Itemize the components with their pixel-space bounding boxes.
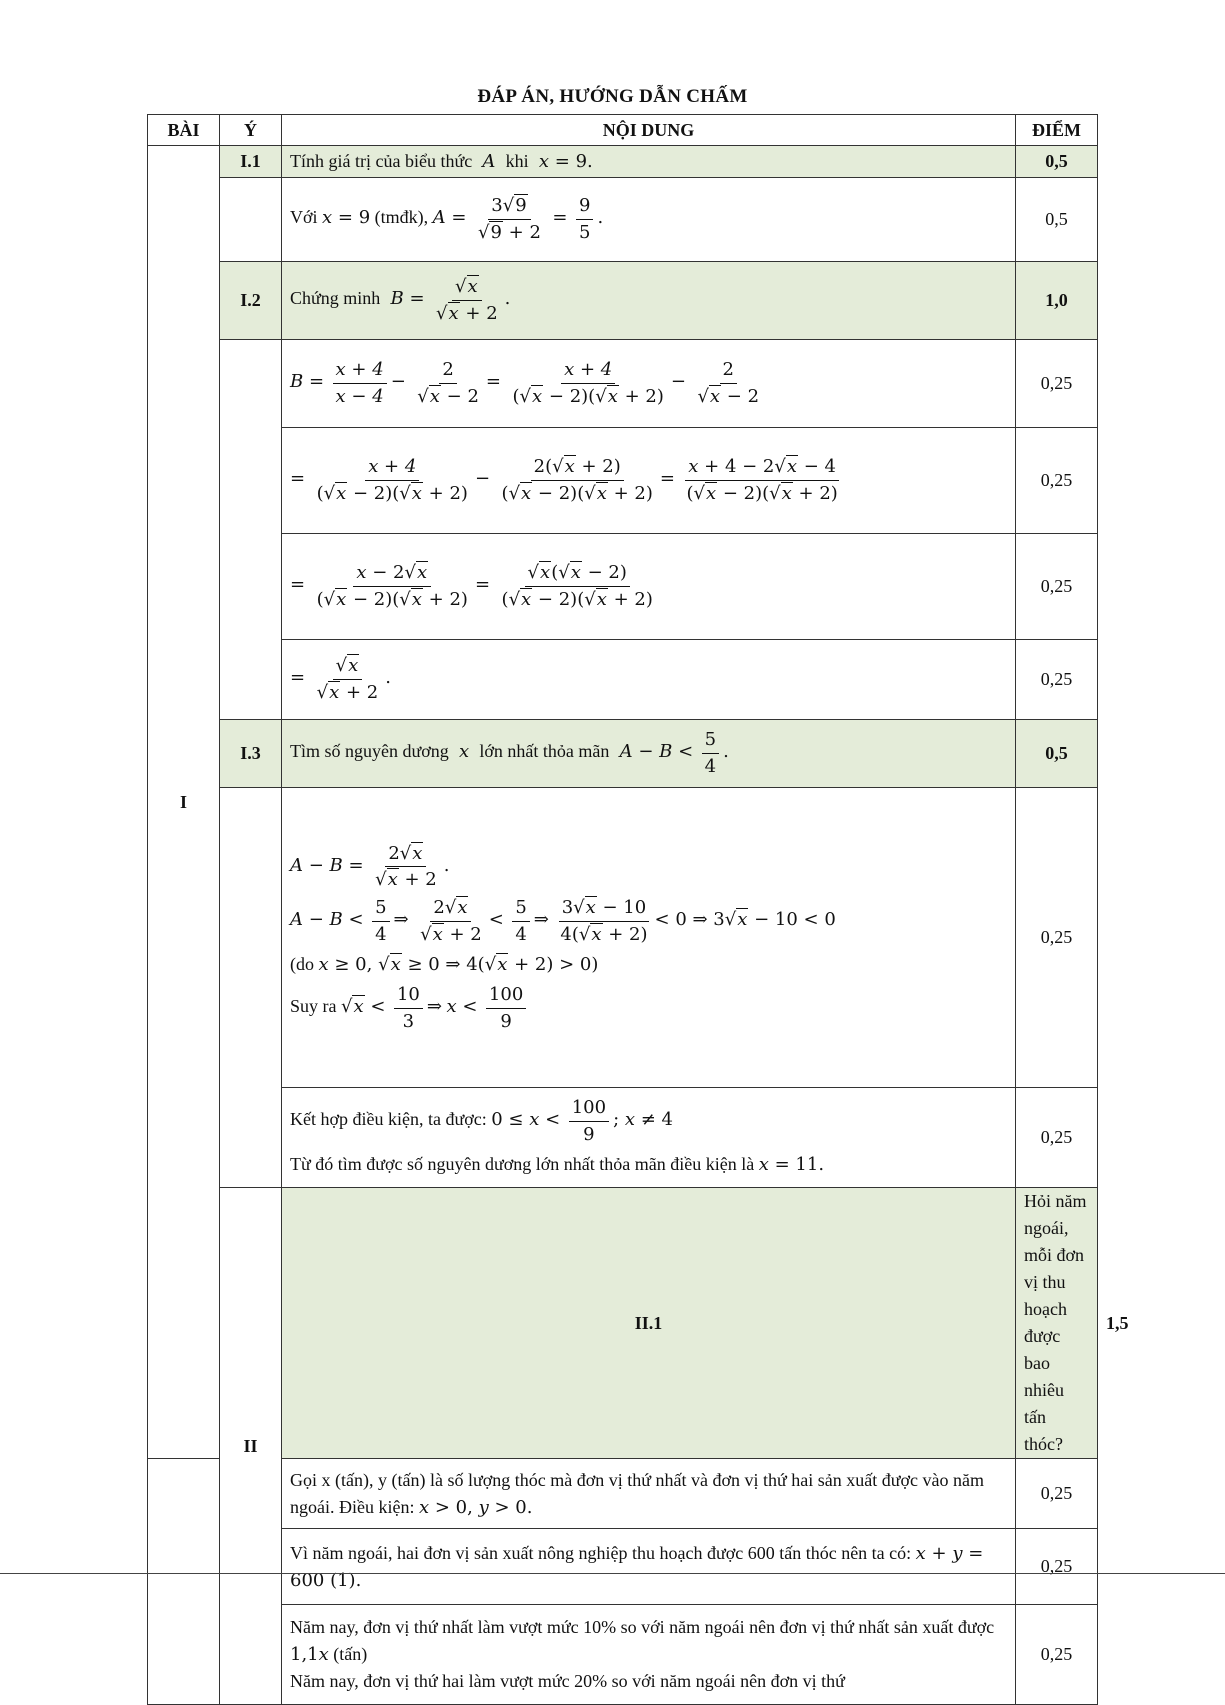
table-row bbox=[148, 534, 1098, 640]
table-header bbox=[148, 115, 1098, 146]
score-cell: 0,25 bbox=[1016, 428, 1098, 534]
y-label: I.2 bbox=[220, 262, 282, 340]
answer-cell: Kết hợp điều kiện, ta được: 0 ≤ x < $\frac{100}{9}$ ; x ≠ 4 Từ đó tìm được số nguyên dương lớn nhất thỏa mãn điều kiện là x = 11. bbox=[282, 1088, 1016, 1188]
answer-table bbox=[147, 114, 1129, 1705]
score-cell: 0,25 bbox=[1016, 534, 1098, 640]
page-bottom-rule bbox=[0, 1573, 1225, 1574]
score-cell: 0,25 bbox=[1016, 1459, 1098, 1529]
question-cell: Tính giá trị của biểu thức A khi x = 9. bbox=[282, 146, 1016, 178]
table-row bbox=[148, 340, 1098, 428]
table-row bbox=[148, 640, 1098, 720]
answer-cell: Gọi x (tấn), y (tấn) là số lượng thóc mà đơn vị thứ nhất và đơn vị thứ hai sản xuất được vào năm ngoái. Điều kiện: x > 0, y > 0. bbox=[282, 1459, 1016, 1529]
score-cell: 0,25 bbox=[1016, 1529, 1098, 1605]
table-row bbox=[148, 788, 1098, 1088]
answer-cell: = $\frac{√x}{√x + 2}$ . bbox=[282, 640, 1016, 720]
answer-cell: Năm nay, đơn vị thứ nhất làm vượt mức 10% so với năm ngoái nên đơn vị thứ nhất sản xuất được 1,1x (tấn) Năm nay, đơn vị thứ hai làm vượt mức 20% so với năm ngoái nên đơn vị thứ bbox=[282, 1605, 1016, 1705]
table-row bbox=[148, 720, 1098, 788]
score-cell: 0,25 bbox=[1016, 340, 1098, 428]
score-cell: 0,25 bbox=[1016, 1605, 1098, 1705]
score-cell: 0,5 bbox=[1016, 178, 1098, 262]
score-cell: 0,25 bbox=[1016, 788, 1098, 1088]
y-label: II.1 bbox=[282, 1188, 1016, 1459]
bai-II: II bbox=[220, 1188, 282, 1705]
y-label: I.3 bbox=[220, 720, 282, 788]
header-y: Ý bbox=[220, 115, 282, 146]
score-cell: 0,25 bbox=[1016, 640, 1098, 720]
score-cell: 1,0 bbox=[1016, 262, 1098, 340]
table-row bbox=[148, 146, 1098, 178]
table-row bbox=[148, 1088, 1098, 1188]
answer-cell: A − B = $\frac{2√x}{√x + 2}$ . A − B < $\frac{5}{4}$ ⇒ $\frac{2√x}{√x + 2}$ < $\frac{5}{4}$ ⇒ $\frac{3√x - 10}{4(√x + 2)}$ < 0 ⇒ 3√x − 10 < 0 (do x ≥ 0, √x ≥ 0 ⇒ 4(√x + 2) > 0) Suy ra √x < $\frac{10}{3}$ ⇒ x < $\frac{100}{9}$ bbox=[282, 788, 1016, 1088]
header-diem: ĐIỂM bbox=[1016, 115, 1098, 146]
table-row bbox=[148, 1529, 1098, 1605]
question-cell: Chứng minh B = $\frac{√x}{√x + 2}$ . bbox=[282, 262, 1016, 340]
header-bai: BÀI bbox=[148, 115, 220, 146]
answer-cell: = $\frac{x + 4}{(√x - 2)(√x + 2)}$ − $\frac{2(√x + 2)}{(√x - 2)(√x + 2)}$ = $\frac{x + 4 - 2√x - 4}{(√x - 2)(√x + 2)}$ bbox=[282, 428, 1016, 534]
table-row bbox=[148, 428, 1098, 534]
score-cell: 0,25 bbox=[1016, 1088, 1098, 1188]
bai-I: I bbox=[148, 146, 220, 1459]
question-cell: Tìm số nguyên dương x lớn nhất thỏa mãn A − B < $\frac{5}{4}$ . bbox=[282, 720, 1016, 788]
y-label: I.1 bbox=[220, 146, 282, 178]
table-row bbox=[148, 178, 1098, 262]
answer-cell: B = $\frac{x + 4}{x - 4}$ − $\frac{2}{√x - 2}$ = $\frac{x + 4}{(√x - 2)(√x + 2)}$ − $\frac{2}{√x - 2}$ bbox=[282, 340, 1016, 428]
score-cell: 0,5 bbox=[1016, 146, 1098, 178]
table-row bbox=[148, 262, 1098, 340]
table-row: II II.1 Hỏi năm ngoái, mỗi đơn vị thu hoạch được bao nhiêu tấn thóc? 1,5 bbox=[148, 1188, 1098, 1459]
header-noidung: NỘI DUNG bbox=[282, 115, 1016, 146]
table-row bbox=[148, 1605, 1098, 1705]
answer-cell: Vì năm ngoái, hai đơn vị sản xuất nông nghiệp thu hoạch được 600 tấn thóc nên ta có: x + y = 600 (1). bbox=[282, 1529, 1016, 1605]
answer-cell: Với x = 9 (tmđk), A = $\frac{3√9}{√9 + 2}$ = $\frac{9}{5}$ . bbox=[282, 178, 1016, 262]
question-cell: Hỏi năm ngoái, mỗi đơn vị thu hoạch được bao nhiêu tấn thóc? bbox=[1016, 1188, 1098, 1459]
answer-cell: = $\frac{x - 2√x}{(√x - 2)(√x + 2)}$ = $\frac{√x(√x - 2)}{(√x - 2)(√x + 2)}$ bbox=[282, 534, 1016, 640]
table-row bbox=[148, 1459, 1098, 1529]
score-cell: 0,5 bbox=[1016, 720, 1098, 788]
page-title: ĐÁP ÁN, HƯỚNG DẪN CHẤM bbox=[477, 86, 748, 107]
